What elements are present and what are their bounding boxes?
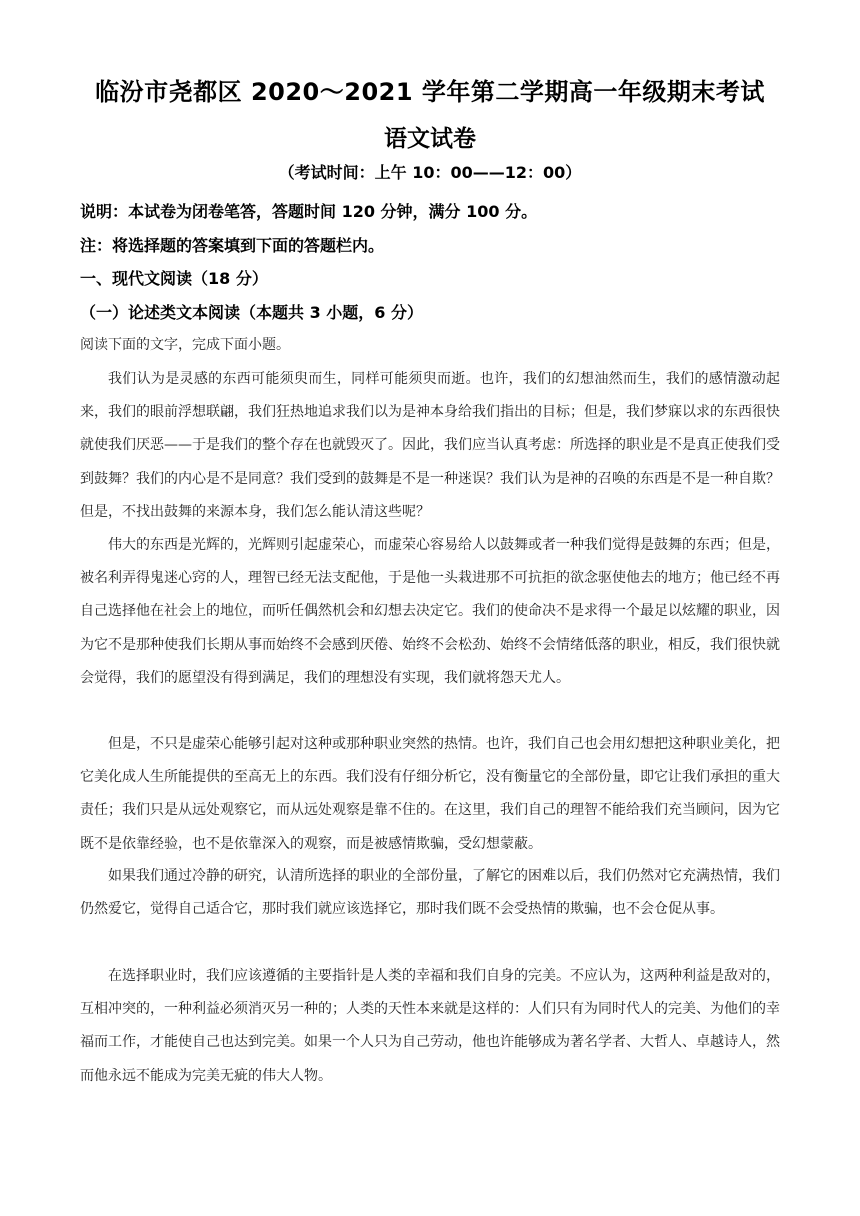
exam-time: （考试时间：上午 10：00——12：00）	[278, 163, 582, 182]
subsection-title: （一）论述类文本阅读（本题共 3 小题，6 分）	[80, 303, 423, 322]
passage-paragraph-4: 如果我们通过冷静的研究，认清所选择的职业的全部份量，了解它的困难以后，我们仍然对它充满热情，我们仍然爱它，觉得自己适合它，那时我们就应该选择它，那时我们既不会受热情的欺骗，也不会仓促从事。	[80, 868, 780, 918]
section-title: 一、现代文阅读（18 分）	[80, 269, 268, 288]
passage-paragraph-3: 但是，不只是虚荣心能够引起对这种或那种职业突然的热情。也许，我们自己也会用幻想把这种职业美化，把它美化成人生所能提供的至高无上的东西。我们没有仔细分析它，没有衡量它的全部份量，即它让我们承担的重大责任；我们只是从远处观察它，而从远处观察是靠不住的。在这里，我们自己的理智不能给我们充当顾问，因为它既不是依靠经验，也不是依靠深入的观察，而是被感情欺骗，受幻想蒙蔽。	[80, 736, 780, 852]
exam-subtitle: 语文试卷	[384, 126, 476, 152]
passage-paragraph-5: 在选择职业时，我们应该遵循的主要指针是人类的幸福和我们自身的完美。不应认为，这两种利益是敌对的，互相冲突的，一种利益必须消灭另一种的；人类的天性本来就是这样的：人们只有为同时代人的完美、为他们的幸福而工作，才能使自己也达到完美。如果一个人只为自己劳动，他也许能够成为著名学者、大哲人、卓越诗人，然而他永远不能成为完美无疵的伟大人物。	[80, 968, 780, 1084]
instructions: 说明：本试卷为闭卷笔答，答题时间 120 分钟，满分 100 分。	[80, 202, 538, 221]
passage-paragraph-2: 伟大的东西是光辉的，光辉则引起虚荣心，而虚荣心容易给人以鼓舞或者一种我们觉得是鼓舞的东西；但是，被名利弄得鬼迷心窍的人，理智已经无法支配他，于是他一头栽进那不可抗拒的欲念驱使他去的地方；他已经不再自己选择他在社会上的地位，而听任偶然机会和幻想去决定它。我们的使命决不是求得一个最足以炫耀的职业，因为它不是那种使我们长期从事而始终不会感到厌倦、始终不会松劲、始终不会情绪低落的职业，相反，我们很快就会觉得，我们的愿望没有得到满足，我们的理想没有实现，我们就将怨天尤人。	[80, 537, 780, 686]
exam-title: 临汾市尧都区 2020～2021 学年第二学期高一年级期末考试	[95, 78, 765, 106]
passage-paragraph-1: 我们认为是灵感的东西可能须臾而生，同样可能须臾而逝。也许，我们的幻想油然而生，我们的感情激动起来，我们的眼前浮想联翩，我们狂热地追求我们以为是神本身给我们指出的目标；但是，我们梦寐以求的东西很快就使我们厌恶——于是我们的整个存在也就毁灭了。因此，我们应当认真考虑：所选择的职业是不是真正使我们受到鼓舞？我们的内心是不是同意？我们受到的鼓舞是不是一种迷误？我们认为是神的召唤的东西是不是一种自欺？但是，不找出鼓舞的来源本身，我们怎么能认清这些呢？	[80, 371, 780, 520]
answer-note: 注：将选择题的答案填到下面的答题栏内。	[80, 236, 385, 255]
reading-directions: 阅读下面的文字，完成下面小题。	[80, 337, 290, 353]
